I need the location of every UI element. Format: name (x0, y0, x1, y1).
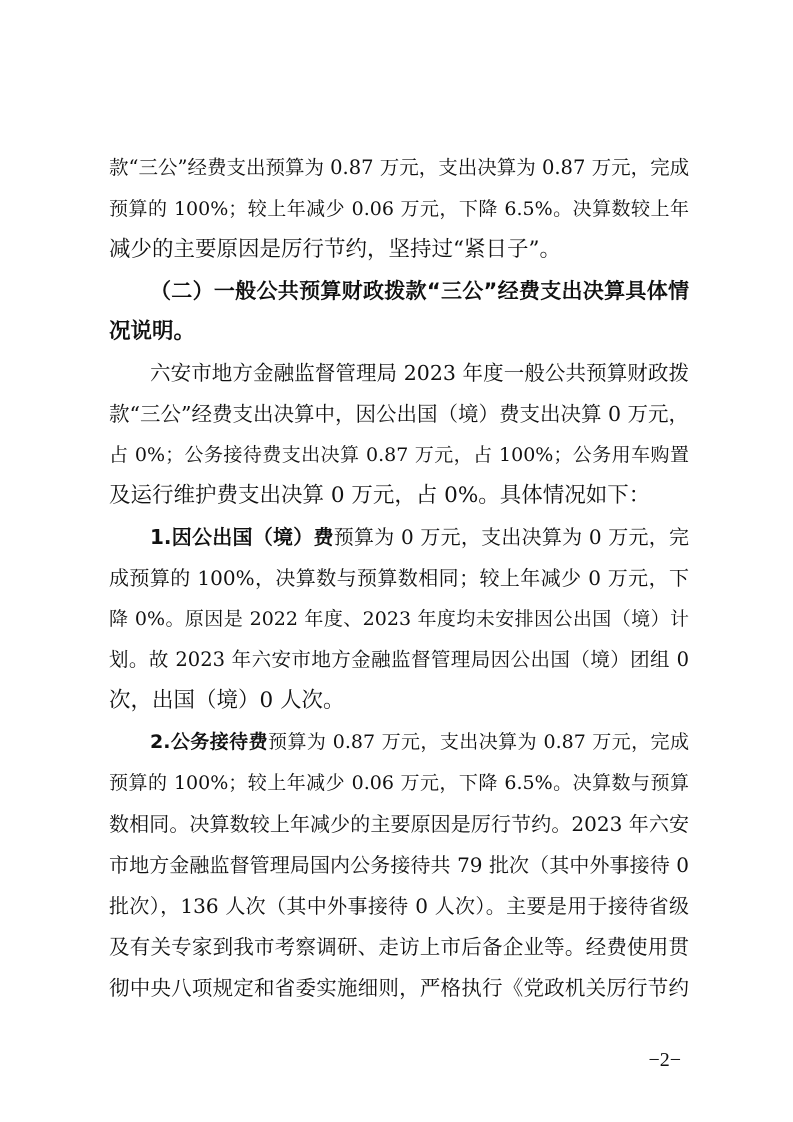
item2-line-4: 市地方金融监督管理局国内公务接待共 79 批次（其中外事接待 0 (109, 853, 689, 877)
item2-line-6: 及有关专家到我市考察调研、走访上市后备企业等。经费使用贯 (109, 935, 689, 959)
item1-first-rest: 预算为 0 万元，支出决算为 0 万元，完 (333, 525, 689, 549)
section-heading-line-2: 况说明。 (109, 319, 196, 344)
item1-line-2: 成预算的 100%，决算数与预算数相同；较上年减少 0 万元，下 (109, 566, 689, 590)
item2-first-rest: 预算为 0.87 万元，支出决算为 0.87 万元，完成 (268, 731, 689, 753)
item2-line-2: 预算的 100%；较上年减少 0.06 万元，下降 6.5%。决算数与预算 (109, 772, 689, 794)
item2-line-5: 批次），136 人次（其中外事接待 0 人次）。主要是用于接待省级 (109, 894, 689, 918)
p3-line-3: 占 0%；公务接待费支出决算 0.87 万元，占 100%；公务用车购置 (109, 444, 689, 466)
item1-line-5: 次，出国（境）0 人次。 (109, 688, 345, 713)
p1-line-2: 预算的 100%；较上年减少 0.06 万元，下降 6.5%。决算数较上年 (109, 198, 689, 220)
item1-line-3: 降 0%。原因是 2022 年度、2023 年度均未安排因公出国（境）计 (109, 608, 689, 630)
item2-line-1 (150, 727, 689, 757)
item2-line-3: 数相同。决算数较上年减少的主要原因是厉行节约。2023 年六安 (109, 812, 689, 836)
item1-label: 1.因公出国（境）费 (150, 525, 334, 549)
p3-line-2: 款“三公”经费支出决算中，因公出国（境）费支出决算 0 万元， (109, 402, 690, 426)
p3-line-1: 六安市地方金融监督管理局 2023 年度一般公共预算财政拨 (150, 361, 689, 385)
item2-line-7: 彻中央八项规定和省委实施细则，严格执行《党政机关厉行节约 (109, 976, 689, 1000)
page-number: −2− (648, 1049, 681, 1071)
item2-label: 2.公务接待费 (150, 731, 269, 753)
section-heading-line-1: （二）一般公共预算财政拨款“三公”经费支出决算具体情 (150, 279, 689, 303)
item1-line-4: 划。故 2023 年六安市地方金融监督管理局因公出国（境）团组 0 (109, 648, 689, 671)
p1-line-3: 减少的主要原因是厉行节约，坚持过“紧日子”。 (109, 237, 561, 262)
item1-line-1 (150, 522, 689, 552)
p1-line-1: 款“三公”经费支出预算为 0.87 万元，支出决算为 0.87 万元，完成 (109, 156, 690, 179)
p3-line-4: 及运行维护费支出决算 0 万元，占 0%。具体情况如下： (109, 483, 651, 508)
